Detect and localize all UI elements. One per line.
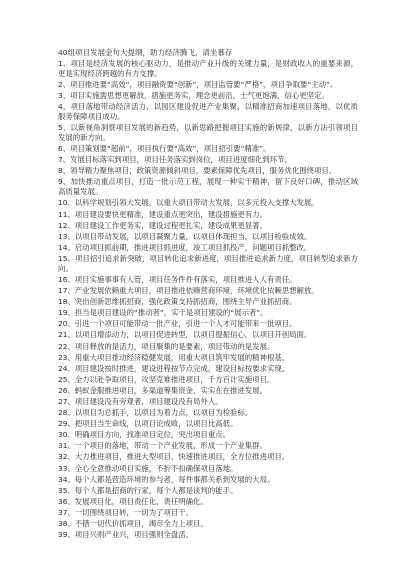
list-item: 12、项目建设工作更务实，建设过程更扎实，建设成果更显著。 [58, 220, 267, 230]
list-item: 14、启动项目抓前期，推进项目抓进度，竣工项目抓投产，问题项目抓整改。 [58, 242, 312, 252]
list-item: 30、明确项目方向，找准项目定位，突出项目重点。 [58, 430, 231, 440]
list-item: 27、项目建设没有旁观者，项目建设没有局外人。 [58, 396, 223, 406]
list-item: 16、项目实施事事有人管，项目任务件件有落实，项目推进人人有责任。 [58, 274, 297, 284]
list-item: 29、把项目当生命线，以项目论成败，以项目比高低。 [58, 419, 238, 429]
list-item: 11、项目建设要快更精准，建设重点更突出，建设措施更有力。 [58, 209, 267, 219]
list-item: 8、领导精力聚焦项目，政策资源倾斜项目，要素保障优先项目，服务优化围绕项目。 [58, 166, 337, 176]
list-item: 28、以项目为总抓手，以项目为着力点，以项目为检验标。 [58, 408, 253, 418]
list-item: 15、项目招引追求新突破，项目转化追求新进度，项目推进追求新力度，项目转型追求新方向。 [58, 253, 358, 273]
list-item: 31、一个项目的落地，带动一个产业发展，形成一个产业集群。 [58, 441, 267, 451]
list-item: 19、担当是项目建设的“推动者”，实干是项目建设的“展示者”。 [58, 308, 268, 318]
list-item: 36、发展项目化，项目责任化，责任明确化。 [58, 496, 208, 506]
list-item: 37、一切围绕项目转，一切为了项目干。 [58, 507, 194, 517]
list-item: 9、加快推动重点项目，打造一批示范工程，展现一种实干精神，留下良好口碑，推动区域高质量发展。 [58, 177, 358, 197]
list-item: 5、以新视角洞察项目发展的新趋势，以新思路把握项目实施的新规律，以新方法引领项目发展的新方向。 [58, 123, 358, 143]
list-item: 7、发展目标落实到项目，项目任务落实到岗位，项目进度细化到环节。 [58, 155, 292, 165]
item-list [58, 59, 358, 540]
document-title: 40组项目发展金句大提纲，助力经济腾飞，请坐慕存 [58, 48, 233, 57]
list-item: 38、不错一切代价抓项目，竭尽全力上项目。 [58, 519, 208, 528]
list-item: 39、项目兴则产业兴，项目强则全盘活。 [58, 530, 194, 540]
list-item: 24、项目建设按时推进，建设进程按节点完成，建设目标按要求实现。 [58, 363, 290, 373]
list-item: 17、产业发展依赖重大项目，项目推进依赖营商环境，环境优化依赖思想解放。 [58, 286, 319, 296]
list-item: 10、以科学规划引领大发展，以重大项目带动大发展，以多元投入支撑大发展。 [58, 198, 319, 208]
list-item: 4、项目落地带动经济活力，以园区建设促进产业集聚，以精准招商加速项目落地，以优质服务保障项目成功。 [58, 102, 358, 122]
list-item: 1、项目是经济发展的核心驱动力，是推动产业升级的关键力量，是财政收入的重要来源，更是实现经济跨越的有力支撑。 [58, 59, 358, 78]
list-item: 32、大力推进项目，推进大型项目，快速推进项目，全方位推进项目。 [58, 452, 290, 462]
document-body [58, 48, 358, 541]
list-item: 21、以项目增添动力，以项目促进转型，以项目提振信心，以项目开创局面。 [58, 330, 312, 340]
list-item: 25、全力以赴争取项目，攻坚克难推进项目，千方百计实施项目。 [58, 374, 275, 384]
list-item: 18、突出创新思维抓招商，强化政策支持抓招商，围绕主导产业抓招商。 [58, 297, 297, 307]
list-item: 3、项目实施需思想更解放，措施更务实，理念更前沿，士气更饱满，信心更坚定。 [58, 91, 329, 101]
list-item: 33、全心全意推动项目实施，不折不扣确保项目落地。 [58, 463, 238, 473]
list-item: 22、项目释放的是活力，项目聚集的是要素，项目带动的是发展。 [58, 341, 275, 351]
list-item: 34、每个人都是营造环境的参与者，每件事都关系到发展的大局。 [58, 474, 275, 484]
list-item: 23、用重大项目推动经济稳健发展，用重大项目筑牢发展的精神根基。 [58, 352, 290, 362]
list-item: 2、项目推进要“高效”，项目融资要“创新”，项目监管要“严格”，项目争取要“主动”。 [58, 80, 338, 89]
list-item: 26、蚂蚁金服推进项目，多渠道筹集资金，实实在在推进发展。 [58, 385, 267, 395]
list-item: 13、以项目带动发展，以项目凝聚力量，以项目体现担当，以项目检验成效。 [58, 231, 312, 241]
list-item: 35、每个人都是招商的行家，每个人都是谈判的能手。 [58, 485, 238, 495]
list-item: 20、引进一个项目可能带动一批产业，引进一个人才可能带来一批项目。 [58, 319, 297, 329]
list-item: 6、项目策划要“超前”，项目执行要“高效”，项目招引要“精准”。 [58, 144, 271, 154]
